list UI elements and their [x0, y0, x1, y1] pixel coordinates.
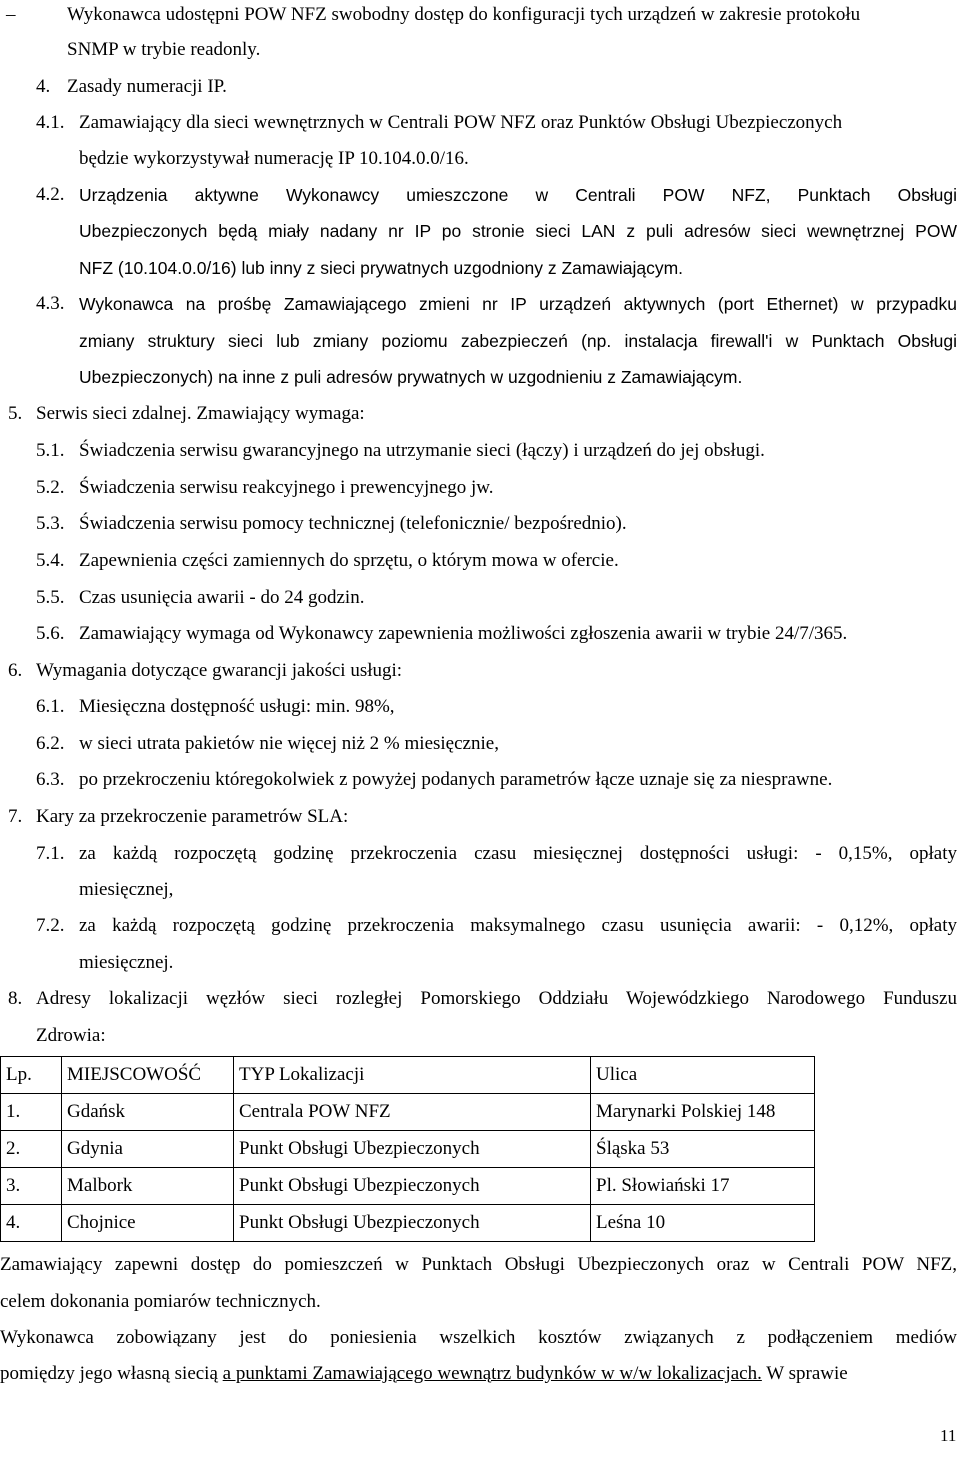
item-5-5-number: 5.5.	[36, 587, 65, 608]
item-4-3-line-2: zmiany struktury sieci lub zmiany poziomu zabezpieczeń (np. instalacja firewall'i w Punktach Obsługi	[79, 331, 957, 351]
item-4-2-number: 4.2.	[36, 184, 65, 205]
item-7-1-number: 7.1.	[36, 843, 65, 864]
section-4-number: 4.	[36, 76, 51, 97]
item-5-1-number: 5.1.	[36, 440, 65, 461]
table-header-row	[1, 1057, 815, 1094]
item-7-2-number: 7.2.	[36, 915, 65, 936]
item-4-1-number: 4.1.	[36, 112, 65, 133]
item-4-3-line-1: Wykonawca na prośbę Zamawiającego zmieni nr IP urządzeń aktywnych (port Ethernet) w przypadku	[79, 294, 957, 314]
section-4-title: Zasady numeracji IP.	[67, 76, 227, 97]
header-city: MIEJSCOWOŚĆ	[62, 1057, 234, 1094]
item-5-6-text: Zamawiający wymaga od Wykonawcy zapewnienia możliwości zgłoszenia awarii w trybie 24/7/365.	[79, 623, 848, 644]
item-6-1-number: 6.1.	[36, 696, 65, 717]
table-cell: Chojnice	[62, 1205, 234, 1242]
item-6-1-text: Miesięczna dostępność usługi: min. 98%,	[79, 696, 395, 717]
section-6-title: Wymagania dotyczące gwarancji jakości usługi:	[36, 660, 403, 681]
item-6-2-number: 6.2.	[36, 733, 65, 754]
section-8-line-1: Adresy lokalizacji węzłów sieci rozległej Pomorskiego Oddziału Wojewódzkiego Narodowego Funduszu	[36, 988, 957, 1009]
paragraph-1-line-2: celem dokonania pomiarów technicznych.	[0, 1291, 321, 1312]
header-lp: Lp.	[1, 1057, 62, 1094]
section-5-title: Serwis sieci zdalnej. Zmawiający wymaga:	[36, 403, 365, 424]
page-number: 11	[940, 1426, 957, 1445]
item-7-2-line-2: miesięcznej.	[79, 952, 174, 973]
paragraph-2-underlined: a punktami Zamawiającego wewnątrz budynków w w/w lokalizacjach.	[222, 1363, 762, 1384]
item-6-3-number: 6.3.	[36, 769, 65, 790]
table-cell: 1.	[1, 1094, 62, 1131]
section-7-number: 7.	[8, 806, 23, 827]
section-7-title: Kary za przekroczenie parametrów SLA:	[36, 806, 349, 827]
item-6-2-text: w sieci utrata pakietów nie więcej niż 2 % miesięcznie,	[79, 733, 499, 754]
table-cell: Punkt Obsługi Ubezpieczonych	[234, 1131, 591, 1168]
table-cell: 4.	[1, 1205, 62, 1242]
item-5-4-text: Zapewnienia części zamiennych do sprzętu, o którym mowa w ofercie.	[79, 550, 619, 571]
table-cell: Gdynia	[62, 1131, 234, 1168]
item-5-6-number: 5.6.	[36, 623, 65, 644]
table-cell: Gdańsk	[62, 1094, 234, 1131]
item-4-2-line-1: Urządzenia aktywne Wykonawcy umieszczone w Centrali POW NFZ, Punktach Obsługi	[79, 185, 957, 205]
bullet-line-2: SNMP w trybie readonly.	[67, 39, 261, 60]
item-5-3-number: 5.3.	[36, 513, 65, 534]
item-4-2-line-3: NFZ (10.104.0.0/16) lub inny z sieci prywatnych uzgodniony z Zamawiającym.	[79, 258, 684, 278]
table-row	[1, 1094, 815, 1131]
item-5-2-text: Świadczenia serwisu reakcyjnego i prewencyjnego jw.	[79, 477, 494, 498]
item-5-5-text: Czas usunięcia awarii - do 24 godzin.	[79, 587, 365, 608]
table-row	[1, 1205, 815, 1242]
locations-table	[0, 1056, 815, 1242]
bullet-line-1: Wykonawca udostępni POW NFZ swobodny dostęp do konfiguracji tych urządzeń w zakresie protokołu	[67, 4, 861, 25]
paragraph-2-line-2	[0, 1363, 957, 1385]
item-4-3-line-3: Ubezpieczonych) na inne z puli adresów prywatnych w uzgodnieniu z Zamawiającym.	[79, 367, 743, 387]
item-4-1-line-1: Zamawiający dla sieci wewnętrznych w Centrali POW NFZ oraz Punktów Obsługi Ubezpieczonych	[79, 112, 843, 133]
table-cell: 3.	[1, 1168, 62, 1205]
table-cell: Malbork	[62, 1168, 234, 1205]
item-7-2-line-1: za każdą rozpoczętą godzinę przekroczenia maksymalnego czasu usunięcia awarii: - 0,12%, opłaty	[79, 915, 957, 936]
item-7-1-line-2: miesięcznej,	[79, 879, 174, 900]
table-cell: Punkt Obsługi Ubezpieczonych	[234, 1205, 591, 1242]
table-cell: Leśna 10	[591, 1205, 815, 1242]
paragraph-1-line-1: Zamawiający zapewni dostęp do pomieszczeń w Punktach Obsługi Ubezpieczonych oraz w Centrali POW NFZ,	[0, 1254, 957, 1275]
section-6-number: 6.	[8, 660, 23, 681]
item-4-2-line-2: Ubezpieczonych będą miały nadany nr IP po stronie sieci LAN z puli adresów sieci wewnętrznej POW	[79, 221, 957, 241]
item-4-3-number: 4.3.	[36, 293, 65, 314]
table-row	[1, 1131, 815, 1168]
table-cell: Marynarki Polskiej 148	[591, 1094, 815, 1131]
paragraph-2-text-a: pomiędzy jego własną siecią	[0, 1363, 223, 1384]
paragraph-2-text-c: W sprawie	[761, 1363, 848, 1384]
item-4-1-line-2: będzie wykorzystywał numerację IP 10.104.0.0/16.	[79, 148, 469, 169]
item-5-1-text: Świadczenia serwisu gwarancyjnego na utrzymanie sieci (łączy) i urządzeń do jej obsługi.	[79, 440, 765, 461]
item-6-3-text: po przekroczeniu któregokolwiek z powyżej podanych parametrów łącze uznaje się za niesprawne.	[79, 769, 833, 790]
table-cell: 2.	[1, 1131, 62, 1168]
table-row	[1, 1168, 815, 1205]
table-cell: Śląska 53	[591, 1131, 815, 1168]
header-street: Ulica	[591, 1057, 815, 1094]
section-5-number: 5.	[8, 403, 23, 424]
paragraph-2-line-1: Wykonawca zobowiązany jest do poniesienia wszelkich kosztów związanych z podłączeniem mediów	[0, 1327, 957, 1348]
bullet-dash: –	[6, 4, 16, 25]
item-5-2-number: 5.2.	[36, 477, 65, 498]
item-5-3-text: Świadczenia serwisu pomocy technicznej (telefonicznie/ bezpośrednio).	[79, 513, 627, 534]
table-cell: Pl. Słowiański 17	[591, 1168, 815, 1205]
section-8-number: 8.	[8, 988, 23, 1009]
table-cell: Centrala POW NFZ	[234, 1094, 591, 1131]
item-5-4-number: 5.4.	[36, 550, 65, 571]
item-7-1-line-1: za każdą rozpoczętą godzinę przekroczenia czasu miesięcznej dostępności usługi: - 0,15%, opłaty	[79, 843, 957, 864]
header-type: TYP Lokalizacji	[234, 1057, 591, 1094]
section-8-line-2: Zdrowia:	[36, 1025, 106, 1046]
table-cell: Punkt Obsługi Ubezpieczonych	[234, 1168, 591, 1205]
